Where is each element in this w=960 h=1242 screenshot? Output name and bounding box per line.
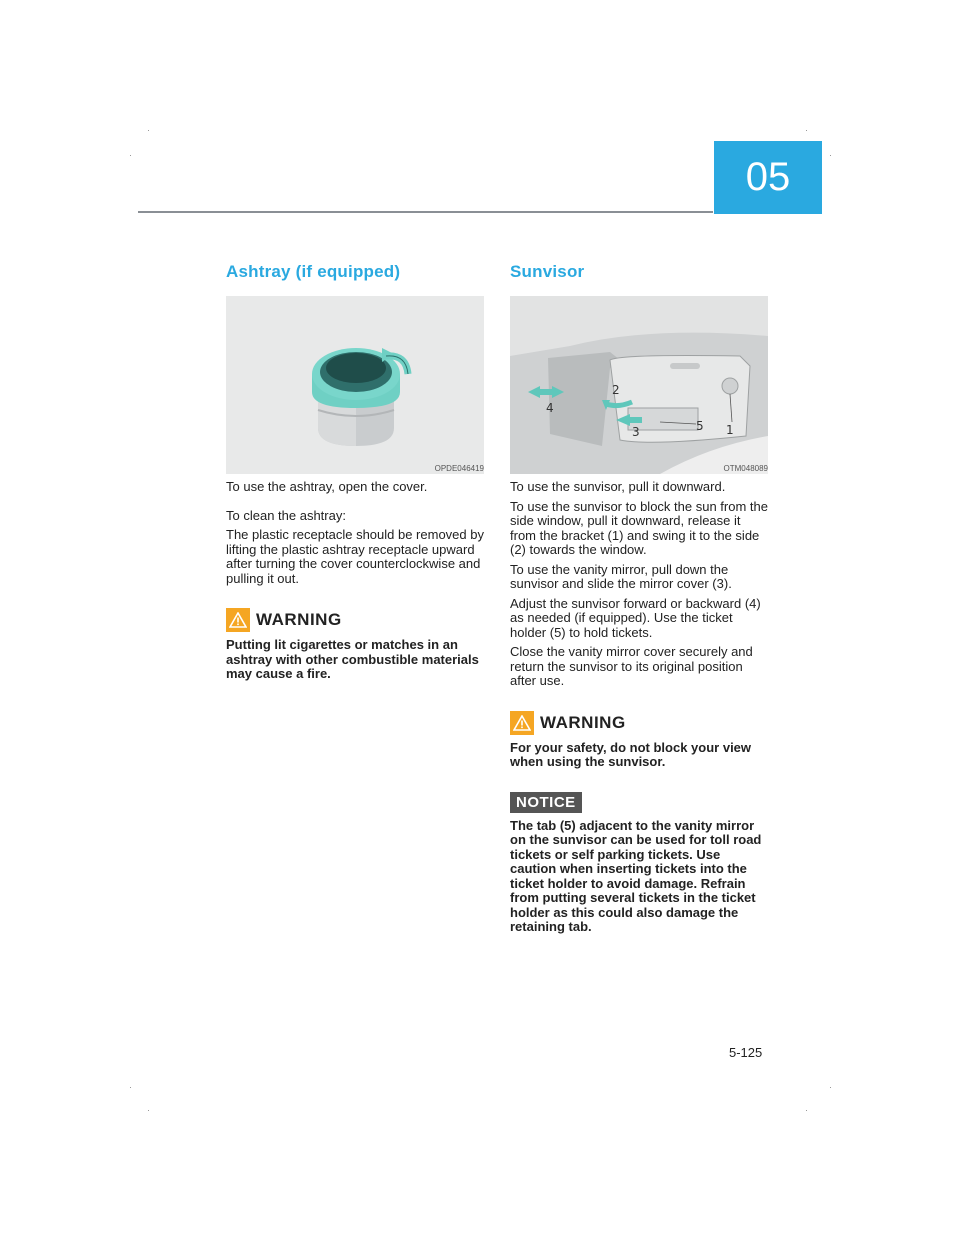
- ashtray-para-open: To use the ashtray, open the cover.: [226, 479, 428, 494]
- sunvisor-title: Sunvisor: [510, 262, 585, 281]
- ashtray-para-instructions: The plastic receptacle should be removed by lifting the plastic ashtray receptacle upward after turning the cover counterclockwise and pulling it out.: [226, 527, 484, 586]
- crop-mark: [806, 130, 807, 131]
- warning-icon: [510, 711, 534, 735]
- header-rule: [138, 211, 713, 213]
- sunvisor-notice-text: The tab (5) adjacent to the vanity mirror on the sunvisor can be used for toll road tickets or self parking tickets. Use caution when inserting tickets into the ticket holder to avoid damage. Refrain from putting several tickets in the ticket holder as this could also damage the retaining tab.: [510, 817, 762, 934]
- sunvisor-para-3: To use the vanity mirror, pull down the sunvisor and slide the mirror cover (3).: [510, 561, 732, 591]
- sunvisor-para-2: To use the sunvisor to block the sun from the side window, pull it downward, release it from the bracket (1) and swing it to the side (2) towards the window.: [510, 498, 768, 557]
- crop-mark: [806, 1110, 807, 1111]
- sunvisor-warning-label: WARNING: [540, 712, 626, 732]
- sunvisor-illustration: [510, 296, 768, 474]
- ashtray-warning-label: WARNING: [256, 610, 342, 629]
- warning-icon: [226, 608, 250, 632]
- chapter-number: 05: [745, 155, 791, 199]
- notice-badge: NOTICE: [510, 792, 582, 813]
- crop-mark: [130, 155, 131, 156]
- sunvisor-warning-text: For your safety, do not block your view when using the sunvisor.: [510, 739, 752, 769]
- ashtray-warning-header: [226, 608, 484, 632]
- ashtray-title: Ashtray (if equipped): [226, 262, 401, 281]
- sunvisor-label-5: 5: [696, 419, 704, 433]
- ashtray-illustration: [226, 296, 484, 474]
- crop-mark: [148, 1110, 149, 1111]
- ashtray-warning-text: Putting lit cigarettes or matches in an ashtray with other combustible materials may cause a fire.: [226, 637, 479, 681]
- crop-mark: [830, 155, 831, 156]
- sunvisor-label-4: 4: [546, 401, 554, 415]
- sunvisor-warning-header: [510, 711, 768, 735]
- sunvisor-label-2: 2: [612, 383, 620, 397]
- page-number: 5-125: [729, 1045, 763, 1060]
- sunvisor-label-1: 1: [726, 423, 734, 437]
- ashtray-figure-code: OPDE046419: [434, 464, 484, 473]
- sunvisor-figure: [510, 296, 768, 474]
- ashtray-para-clean: To clean the ashtray:: [226, 507, 346, 523]
- crop-mark: [148, 130, 149, 131]
- crop-mark: [130, 1087, 131, 1088]
- ashtray-section: [226, 262, 484, 682]
- crop-mark: [830, 1087, 831, 1088]
- chapter-tab: [714, 141, 822, 214]
- sunvisor-figure-code: OTM048089: [723, 464, 768, 473]
- sunvisor-para-4: Adjust the sunvisor forward or backward (4) as needed (if equipped). Use the ticket holder (5) to hold tickets.: [510, 595, 761, 640]
- sunvisor-para-5: Close the vanity mirror cover securely and return the sunvisor to its original position after use.: [510, 644, 753, 688]
- ashtray-figure: [226, 296, 484, 474]
- sunvisor-label-3: 3: [632, 425, 640, 439]
- sunvisor-section: [510, 262, 768, 935]
- sunvisor-para-1: To use the sunvisor, pull it downward.: [510, 479, 726, 494]
